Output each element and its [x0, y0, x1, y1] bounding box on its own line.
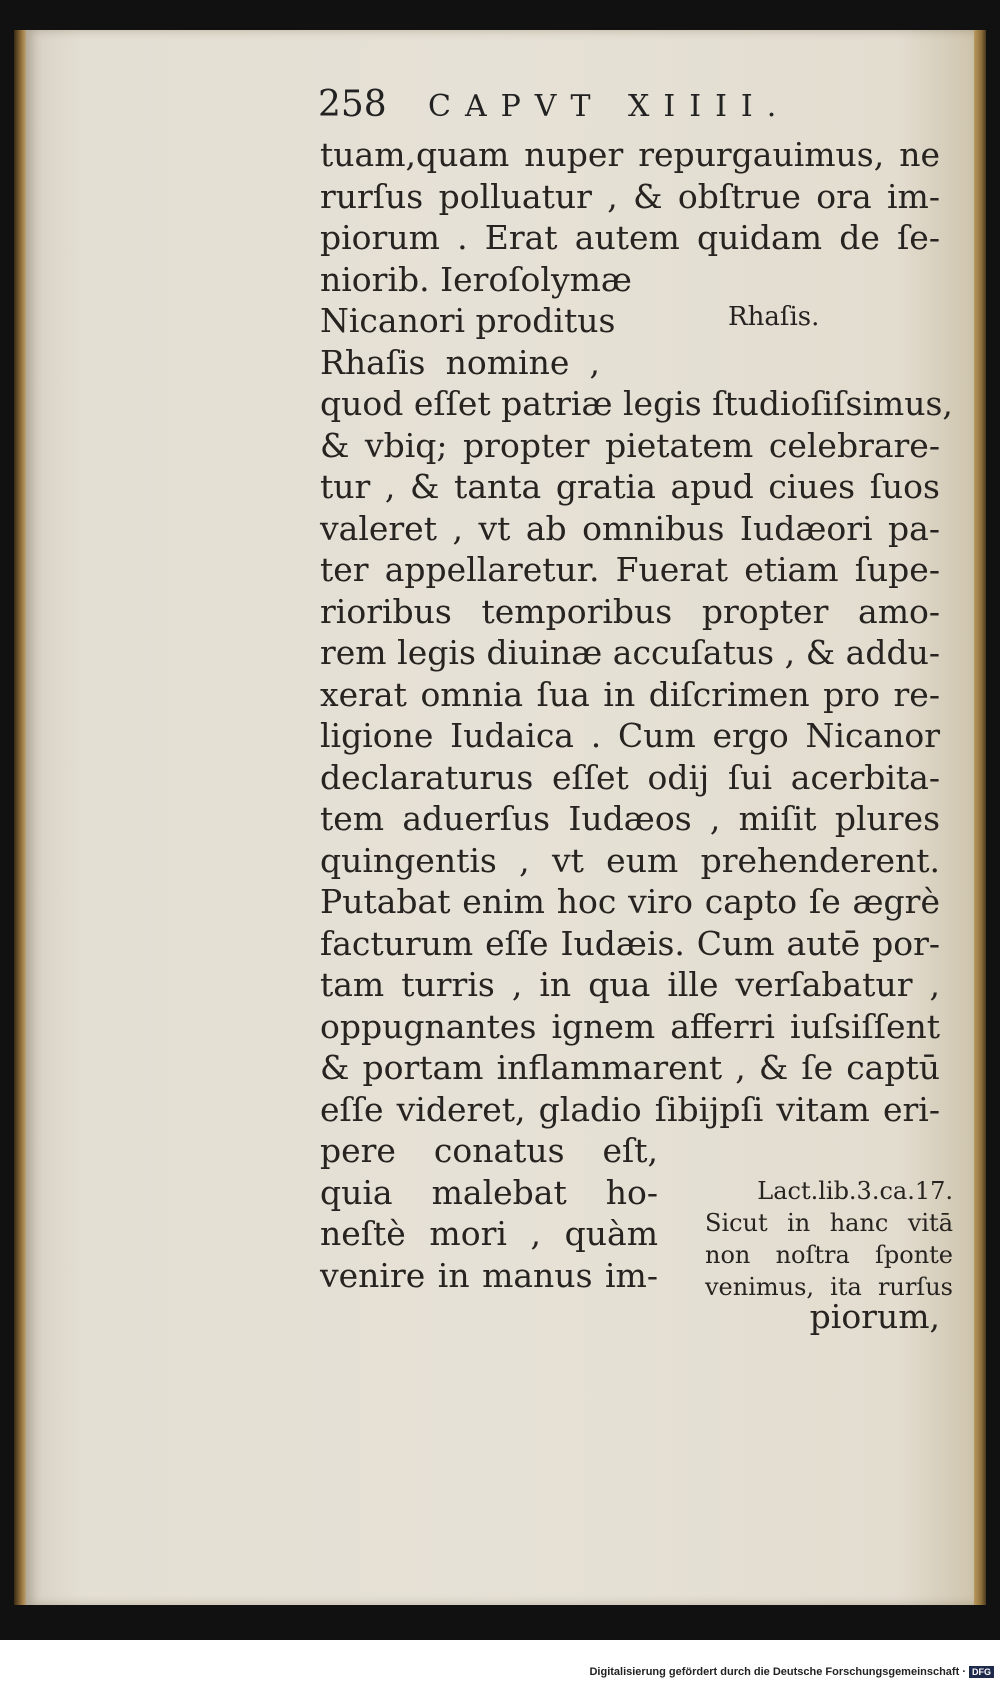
text-line: tam turris , in qua ille verſabatur ,: [320, 965, 940, 1004]
text-line: Putabat enim hoc viro capto ſe ægrè: [320, 882, 940, 921]
marginal-reference: Lact.lib.3.ca.17.: [757, 1177, 953, 1205]
text-line: tuam,quam nuper repurgauimus, ne: [320, 135, 940, 174]
text-line: rem legis diuinæ accuſatus , & addu-: [320, 633, 940, 672]
text-line: rurſus polluatur , & obſtrue ora im-: [320, 176, 940, 216]
text-line: ligione Iudaica . Cum ergo Nicanor: [320, 716, 940, 755]
text-line: valeret , vt ab omnibus Iudæori pa-: [320, 508, 940, 548]
text-line: neſtè mori , quàm: [320, 1214, 658, 1253]
text-line: tur , & tanta gratia apud ciues ſuos: [320, 467, 940, 506]
text-line: quingentis , vt eum prehenderent.: [320, 840, 940, 880]
text-line: quia malebat ho-: [320, 1172, 658, 1212]
text-line: oppugnantes ignem afferri iuſsiſſent: [320, 1006, 940, 1046]
body-text: [320, 134, 953, 1338]
catchword: piorum,: [809, 1297, 940, 1336]
text-line: eſſe videret, gladio ſibijpſi vitam eri-: [320, 1089, 940, 1129]
text-line: xerat omnia ſua in diſcrimen pro re-: [320, 674, 940, 714]
digitization-footer: Digitalisierung gefördert durch die Deutsche Forschungsgemeinschaft · DFG: [0, 1666, 1000, 1690]
text-line: ter appellaretur. Fuerat etiam ſupe-: [320, 550, 940, 589]
page-number: 258: [318, 84, 387, 125]
text-line: declaraturus eſſet odij ſui acerbita-: [320, 757, 940, 797]
text-line: quod eſſet patriæ legis ſtudioſiſsimus,: [320, 384, 953, 423]
marginal-line: Sicut in hanc vitā: [705, 1209, 953, 1237]
text-line: niorib. Ieroſolymæ: [320, 259, 632, 299]
text-line: Rhaſis nomine ,: [320, 342, 600, 382]
text-line: piorum . Erat autem quidam de ſe-: [320, 218, 940, 257]
text-line: tem aduerſus Iudæos , miſit plures: [320, 799, 940, 838]
text-line: rioribus temporibus propter amo-: [320, 591, 940, 631]
text-line: facturum eſſe Iudæis. Cum autē por-: [320, 923, 940, 963]
text-line: & vbiq; propter pietatem celebrare-: [320, 425, 940, 465]
text-line: pere conatus eſt,: [320, 1131, 658, 1170]
marginal-line: non noſtra ſponte: [705, 1241, 953, 1269]
page-edge: [974, 30, 986, 1605]
marginal-note: [705, 1175, 953, 1303]
text-line: & portam inflammarent , & ſe captū: [320, 1048, 940, 1087]
marginal-line: venimus, ita rurſus: [705, 1273, 953, 1301]
running-title: CAPVT XIIII.: [428, 89, 791, 124]
marginal-note-rhasis: Rhaſis.: [728, 302, 820, 332]
footer-text: Digitalisierung gefördert durch die Deutsche Forschungsgemeinschaft: [589, 1666, 960, 1678]
dfg-logo: DFG: [969, 1666, 994, 1678]
text-line: venire in manus im-: [320, 1255, 658, 1295]
page-header: [318, 84, 848, 124]
text-line: Nicanori proditus: [320, 301, 616, 340]
